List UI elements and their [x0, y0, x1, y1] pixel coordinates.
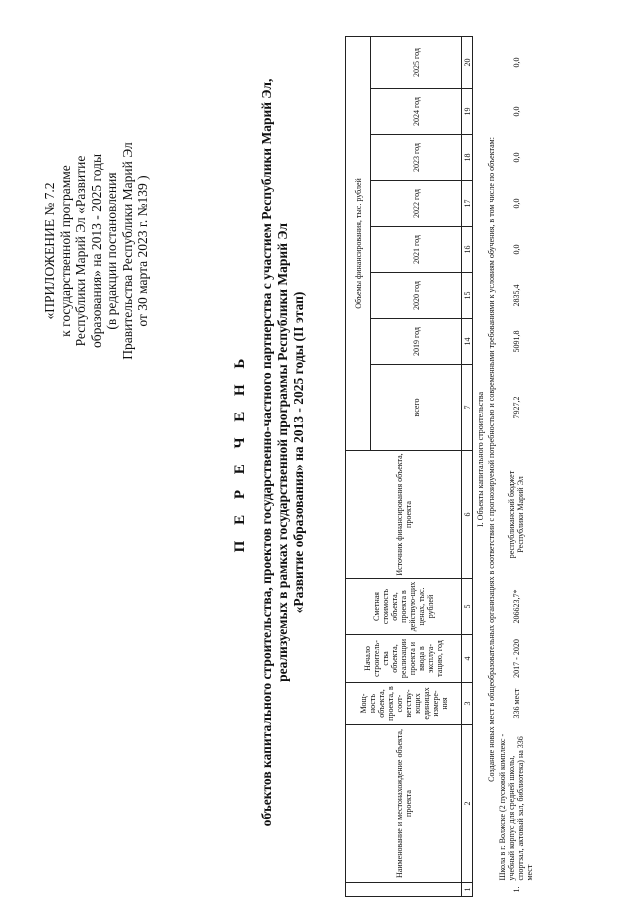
column-number: 19: [462, 89, 473, 135]
header-line: «ПРИЛОЖЕНИЕ № 7.2: [42, 182, 57, 320]
table-row: [497, 36, 535, 896]
header-name: Наименование и местонахождение объекта, проекта: [346, 725, 462, 883]
row-value: 0,0: [511, 57, 521, 68]
column-number: 15: [462, 273, 473, 319]
column-number: 17: [462, 181, 473, 227]
column-number: 18: [462, 135, 473, 181]
document-subtitle: [259, 40, 307, 865]
row-value: 0,0: [511, 198, 521, 209]
section-row: [473, 36, 487, 896]
column-number: 20: [462, 36, 473, 88]
header-year: 2025 год: [371, 36, 462, 88]
header-start: Начало строитель-ства объекта, реализации проекта и ввода в эксплуа-тацию, год: [346, 635, 462, 683]
column-number: 3: [462, 683, 473, 725]
header-year: 2022 год: [371, 181, 462, 227]
row-number: 1.: [511, 886, 521, 893]
row-value: 2835,4: [511, 284, 521, 307]
header-year: 2024 год: [371, 89, 462, 135]
header-line: к государственной программе: [57, 165, 73, 337]
subtitle-line: «Развитие образования» на 2013 - 2025 годы (II этап): [291, 291, 306, 614]
column-numbers-row: [462, 36, 473, 896]
row-total: 7927,2: [511, 396, 521, 419]
subsection-row: [486, 36, 497, 896]
header-total: всего: [371, 365, 462, 451]
column-number: 16: [462, 227, 473, 273]
header-line: образования» на 2013 - 2025 годы: [88, 153, 104, 349]
column-number: 4: [462, 635, 473, 683]
header-capacity: Мощ-ность объекта, проекта, в соот-ветству-ющих единицах измере-ния: [346, 683, 462, 725]
row-capacity: 336 мест: [511, 688, 521, 719]
header-line: (в редакции постановления: [104, 172, 119, 330]
section-title: I. Объекты капитального строительства: [476, 391, 485, 527]
row-value: 5091,8: [511, 330, 521, 353]
appendix-header: [42, 86, 151, 416]
column-number: 1: [462, 883, 473, 897]
header-line: от 30 марта 2023 г. №139 ): [135, 175, 150, 327]
header-funding: Объемы финансирования, тыс. рублей: [346, 36, 371, 450]
row-value: 0,0: [511, 152, 521, 163]
row-years: 2017 - 2020: [511, 639, 521, 678]
row-source: республиканский бюджет Республики Марий Эл: [507, 470, 525, 559]
header-year: 2019 год: [371, 319, 462, 365]
header-year: 2020 год: [371, 273, 462, 319]
header-line: Республики Марий Эл «Развитие: [73, 155, 88, 347]
column-number: 14: [462, 319, 473, 365]
header-cost: Сметная стоимость объекта, проекта в действую-щих ценах, тыс. рублей: [346, 579, 462, 635]
table-header-row: [346, 36, 371, 896]
column-number: 7: [462, 365, 473, 451]
subtitle-line: объектов капитального строительства, проектов государственно-частного партнерства с участием Республики Марий Эл,: [259, 78, 274, 827]
header-year: 2021 год: [371, 227, 462, 273]
row-value: 0,0: [511, 106, 521, 117]
objects-table: [345, 36, 535, 897]
subtitle-line: реализуемых в рамках государственной программы Республики Марий Эл: [275, 223, 290, 682]
title-block: [232, 40, 307, 865]
document-title: П Е Р Е Ч Е Н Ь: [232, 352, 248, 553]
subsection-title: Создание новых мест в общеобразовательных организациях в соответствии с прогнозируемой потребностью и современными требованиями к условиям обучения, в том числе по объектам:: [487, 137, 496, 782]
row-cost: 206623,7*: [511, 589, 521, 624]
row-object-name: Школа в г. Волжске (2 пусковой комплекс - учебный корпус для средней школы, спортзал, актовый зал, библиотека) на 336 мест: [498, 733, 534, 881]
header-year: 2023 год: [371, 135, 462, 181]
header-line: Правительства Республики Марий Эл: [119, 142, 135, 360]
header-source: Источник финансирования объекта, проекта: [346, 451, 462, 579]
row-value: 0,0: [511, 244, 521, 255]
column-number: 6: [462, 451, 473, 579]
column-number: 2: [462, 725, 473, 883]
column-number: 5: [462, 579, 473, 635]
